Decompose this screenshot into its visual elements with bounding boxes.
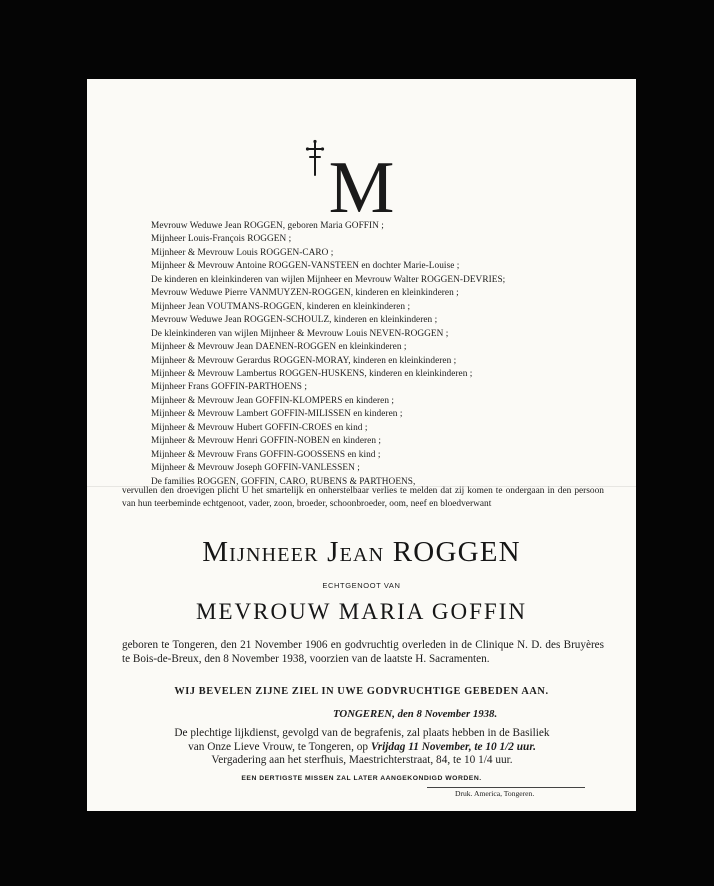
family-line: De families ROGGEN, GOFFIN, CARO, RUBENS & PARTHOENS,: [151, 476, 416, 487]
family-list: [151, 220, 629, 489]
funeral-date-time: Vrijdag 11 November, te 10 1/2 uur.: [370, 740, 536, 753]
funeral-line-3: Vergadering aan het sterfhuis, Maestrichterstraat, 84, te 10 1/4 uur.: [211, 754, 513, 767]
family-line: Mijnheer & Mevrouw Jean DAENEN-ROGGEN en kleinkinderen ;: [151, 342, 407, 353]
printer-credit: Druk. America, Tongeren.: [455, 789, 535, 798]
family-line: Mijnheer Frans GOFFIN-PARTHOENS ;: [151, 382, 307, 393]
family-line: Mijnheer & Mevrouw Antoine ROGGEN-VANSTEEN en dochter Marie-Louise ;: [151, 261, 460, 272]
family-line: De kinderen en kleinkinderen van wijlen Mijnheer en Mevrouw Walter ROGGEN-DEVRIES;: [151, 274, 506, 285]
monogram-letter: M: [328, 147, 395, 229]
family-line: Mevrouw Weduwe Jean ROGGEN, geboren Maria GOFFIN ;: [151, 221, 384, 231]
family-line: De kleinkinderen van wijlen Mijnheer & Mevrouw Louis NEVEN-ROGGEN ;: [151, 328, 449, 339]
family-line: Mijnheer & Mevrouw Henri GOFFIN-NOBEN en kinderen ;: [151, 436, 382, 447]
announcement-intro: vervullen den droevigen plicht U het smartelijk en onherstelbaar verlies te melden dat zij komen te ondergaan in den persoon van hun teerbeminde echtgenoot, vader, zoon, broeder, schoonbroeder, oom, neef en bloedverwant: [122, 486, 604, 510]
printer-rule: [427, 787, 585, 788]
family-line: Mijnheer & Mevrouw Hubert GOFFIN-CROES en kind ;: [151, 422, 368, 433]
family-line: Mijnheer & Mevrouw Joseph GOFFIN-VANLESSEN ;: [151, 463, 360, 474]
funeral-details: [109, 727, 615, 768]
family-line: Mijnheer Jean VOUTMANS-ROGGEN, kinderen en kleinkinderen ;: [151, 301, 411, 312]
spouse-name: MEVROUW MARIA GOFFIN: [196, 599, 527, 624]
place-date: TONGEREN, den 8 November 1938.: [333, 708, 498, 720]
deceased-name: Mijnheer Jean ROGGEN: [202, 536, 521, 568]
funeral-line-2: [109, 741, 615, 755]
mourning-card: [87, 79, 636, 811]
family-line: Mijnheer & Mevrouw Lambertus ROGGEN-HUSKENS, kinderen en kleinkinderen ;: [151, 368, 473, 379]
family-line: Mijnheer Louis-François ROGGEN ;: [151, 234, 292, 245]
funeral-line-1: De plechtige lijkdienst, gevolgd van de begrafenis, zal plaats hebben in de Basiliek: [174, 727, 550, 739]
family-line: Mevrouw Weduwe Jean ROGGEN-SCHOULZ, kinderen en kleinkinderen ;: [151, 315, 438, 326]
birth-death-details: geboren te Tongeren, den 21 November 1906 en godvruchtig overleden in de Clinique N. D. des Bruyères te Bois-de-Breux, den 8 November 1938, voorzien van de laatste H. Sacramenten.: [122, 639, 604, 666]
family-line: Mevrouw Weduwe Pierre VANMUYZEN-ROGGEN, kinderen en kleinkinderen ;: [151, 288, 459, 299]
family-line: Mijnheer & Mevrouw Lambert GOFFIN-MILISSEN en kinderen ;: [151, 409, 403, 420]
prayer-request: WIJ BEVELEN ZIJNE ZIEL IN UWE GODVRUCHTIGE GEBEDEN AAN.: [174, 686, 549, 697]
masses-notice: EEN DERTIGSTE MISSEN ZAL LATER AANGEKONDIGD WORDEN.: [241, 775, 482, 782]
family-line: Mijnheer & Mevrouw Frans GOFFIN-GOOSSENS en kind ;: [151, 449, 381, 460]
family-line: Mijnheer & Mevrouw Louis ROGGEN-CARO ;: [151, 247, 334, 258]
family-line: Mijnheer & Mevrouw Jean GOFFIN-KLOMPERS en kinderen ;: [151, 395, 395, 406]
funeral-line-2-prefix: van Onze Lieve Vrouw, te Tongeren, op: [188, 740, 371, 753]
spouse-label: ECHTGENOOT VAN: [322, 581, 401, 590]
family-line: Mijnheer & Mevrouw Gerardus ROGGEN-MORAY, kinderen en kleinkinderen ;: [151, 355, 457, 366]
